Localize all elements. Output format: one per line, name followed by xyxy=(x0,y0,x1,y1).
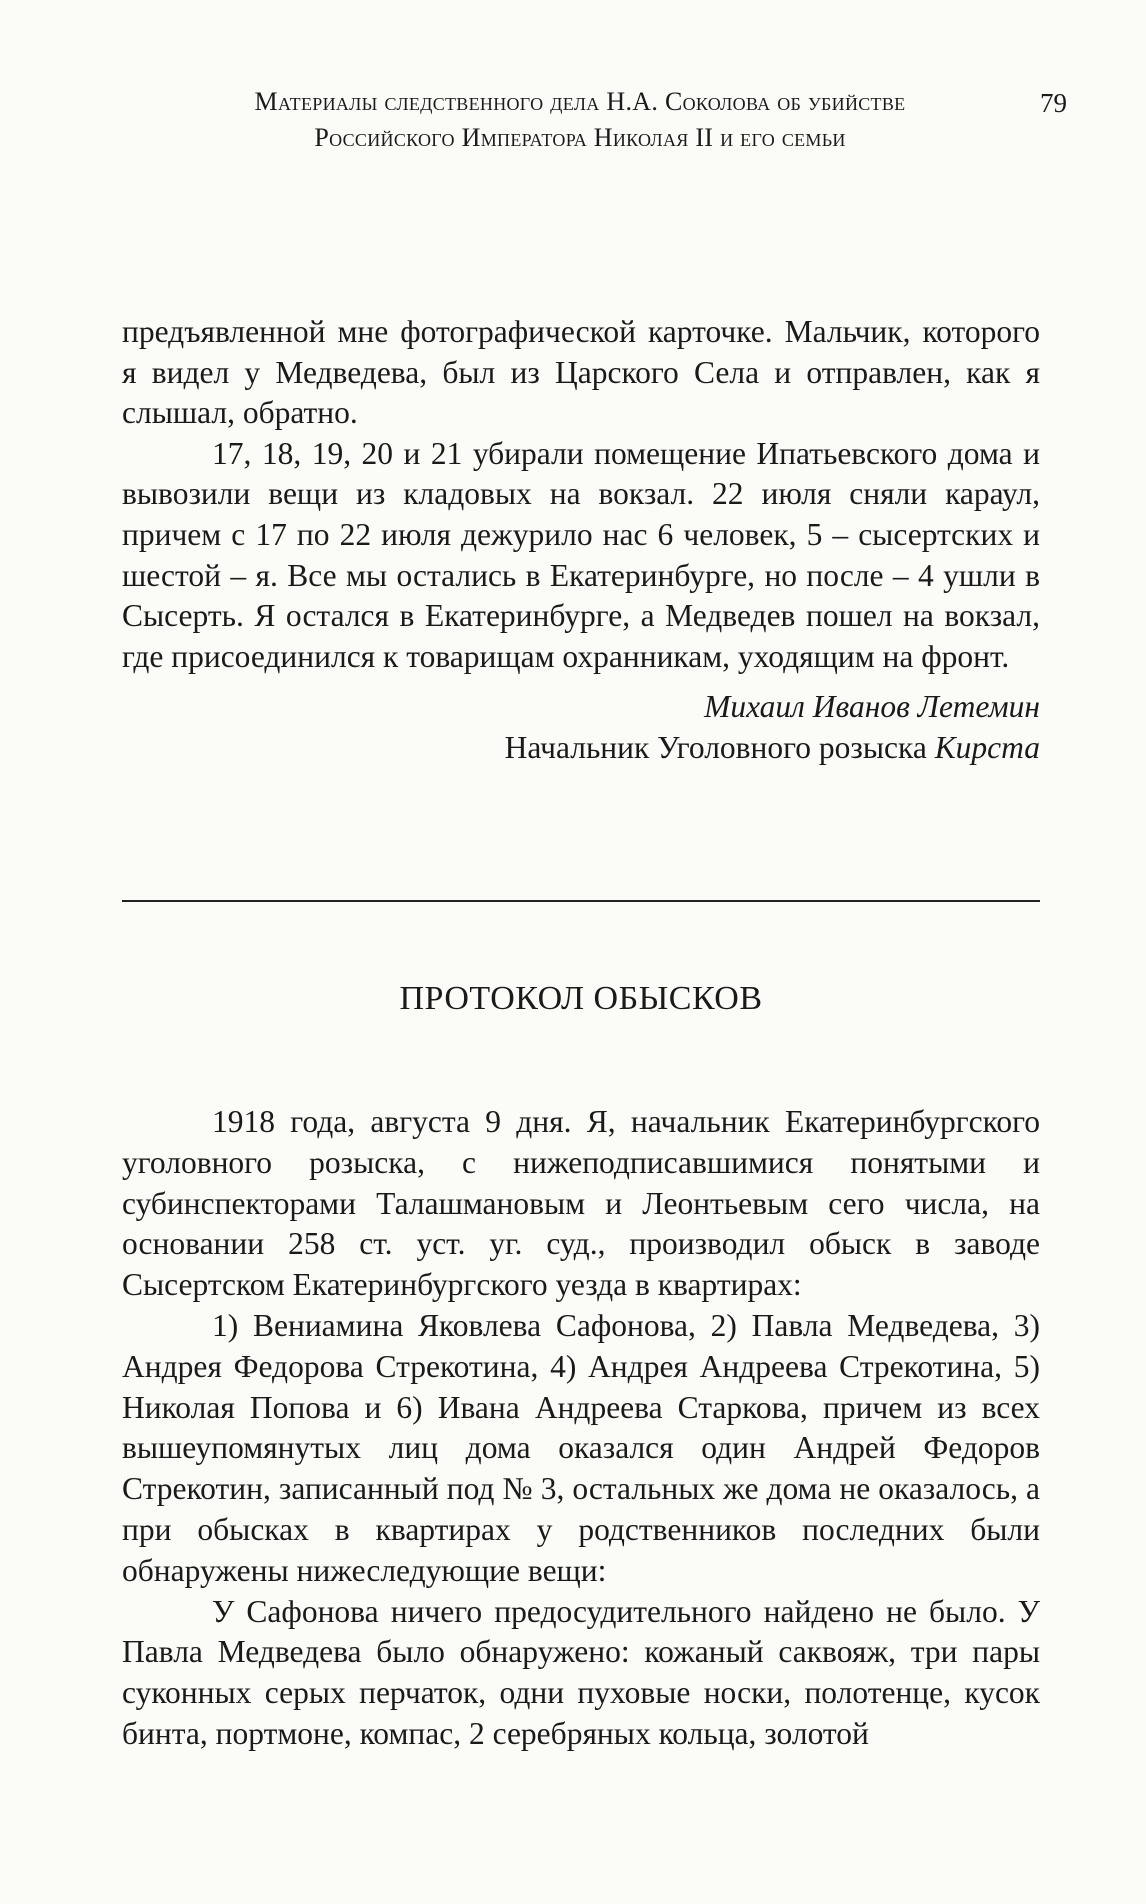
paragraph: 17, 18, 19, 20 и 21 убирали помещение Ипатьевского дома и вывозили вещи из кладовых на вокзал. 22 июля сняли караул, причем с 17 по 22 июля дежурило нас 6 человек, 5 – сысертских и шестой – я. Все мы остались в Екатеринбурге, но после – 4 ушли в Сысерть. Я остался в Екатеринбурге, а Медведев пошел на вокзал, где присоединился к товарищам охранникам, уходящим на фронт. xyxy=(122,435,1040,674)
running-head-line-1: Материалы следственного дела Н.А. Соколова об убийстве xyxy=(254,87,906,116)
running-head-line-2: Российского Императора Николая II и его семьи xyxy=(314,123,846,152)
paragraph: У Сафонова ничего предосудительного найдено не было. У Павла Медведева было обнаружено: кожаный саквояж, три пары суконных серых перчаток, одни пуховые носки, полотенце, кусок бинта, портмоне, компас, 2 серебряных кольца, золотой xyxy=(122,1593,1040,1751)
signature-line xyxy=(122,728,1040,769)
signature-name: Михаил Иванов Летемин xyxy=(704,689,1040,725)
signature-role: Начальник Уголовного розыска xyxy=(504,729,927,765)
paragraph: предъявленной мне фотографической карточке. Мальчик, которого я видел у Медведева, был из Царского Села и отправлен, как я слышал, обратно. xyxy=(122,314,1040,431)
section-title: ПРОТОКОЛ ОБЫСКОВ xyxy=(399,980,763,1017)
section-divider xyxy=(122,900,1040,902)
page-number: 79 xyxy=(1040,88,1067,118)
testimony-text xyxy=(122,312,1040,769)
protocol-text xyxy=(122,1102,1040,1755)
running-head xyxy=(150,84,1010,156)
paragraph: 1) Вениамина Яковлева Сафонова, 2) Павла Медведева, 3) Андрея Федорова Стрекотина, 4) Андрея Андреева Стрекотина, 5) Николая Попова и 6) Ивана Андреева Старкова, причем из всех вышеупомянутых лиц дома оказался один Андрей Федоров Стрекотин, записанный под № 3, остальных же дома не оказалось, а при обысках в квартирах у родственников последних были обнаружены нижеследующие вещи: xyxy=(122,1307,1040,1588)
signature-role-name: Кирста xyxy=(934,729,1040,765)
paragraph: 1918 года, августа 9 дня. Я, начальник Екатеринбургского уголовного розыска, с нижеподписавшимися понятыми и субинспекторами Талашмановым и Леонтьевым сего числа, на основании 258 ст. уст. уг. суд., производил обыск в заводе Сысертском Екатеринбургского уезда в квартирах: xyxy=(122,1104,1040,1303)
